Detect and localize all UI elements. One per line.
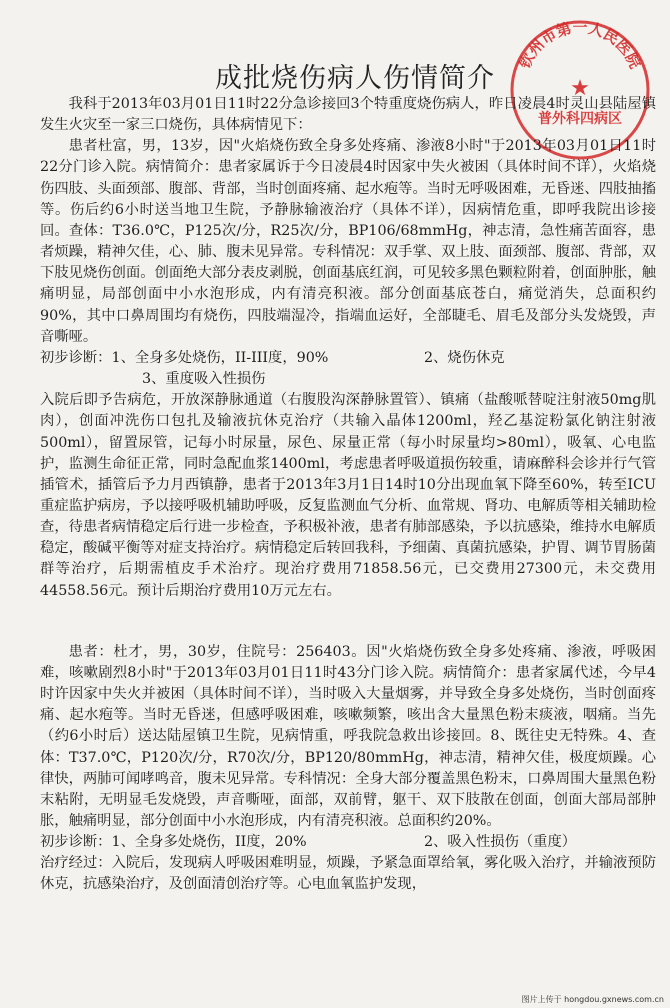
patient1-treatment: 入院后即予告病危，开放深静脉通道（右腹股沟深静脉置管）、镇痛（盐酸哌替啶注射液50mg肌肉），创面冲洗伤口包扎及输液抗休克治疗（共输入晶体1200ml，羟乙基淀粉氯化钠注射液500ml），留置尿管，记每小时尿量，尿色、尿量正常（每小时尿量均>80ml），吸氧、心电监护，监测生命征正常，同时急配血浆1400ml，考虑患者呼吸道损伤较重，请麻醉科会诊并行气管插管术，插管后予力月西镇静，患者于2013年3月1日14时10分出现血氧下降至60%，转至ICU重症监护病房，予以接呼吸机辅助呼吸，反复监测血气分析、血常规、肾功、电解质等相关辅助检查，待患者病情稳定后行进一步检查，予积极补液，患者有肺部感染，予以抗感染，维持水电解质稳定，酸碱平衡等对症支持治疗。病情稳定后转回我科，予细菌、真菌抗感染，护胃、调节胃肠菌群等治疗，后期需植皮手术治疗。现治疗费用71858.56元，已交费用27300元，未交费用44558.56元。预计后期治疗费用10万元左右。: [40, 392, 656, 599]
footer-watermark: 图片上传于 hongdou.gxnews.com.cn: [521, 995, 664, 1004]
patient2-summary: 患者：杜才，男，30岁，住院号：256403。因"火焰烧伤致全身多处疼痛、渗液，呼吸困难，咳嗽剧烈8小时"于2013年03月01日11时43分门诊入院。病情简介：患者家属代述，今早4时许因家中失火并被困（具体时间不详），当时吸入大量烟雾，并导致全身多处烧伤，当时创面疼痛、起水疱等。当时无昏迷，但感呼吸困难，咳嗽频繁，咳出含大量黑色粉末痰液，咽痛。当先（约6小时后）送达陆屋镇卫生院，见病情重，呼我院急救出诊接回。8、既往史无特殊。4、查体：T37.0℃，P120次/分，R70次/分，BP120/80mmHg，神志清，精神欠佳，极度烦躁。心律快，两肺可闻哮鸣音，腹未见异常。专科情况：全身大部分覆盖黑色粉末，口鼻周围大量黑色粉末粘附，无明显毛发烧毁，声音嘶哑，面部，双前臂，躯干、双下肢散在创面，创面大部局部肿胀，触痛明显，部分创面中小水泡形成，内有清亮积液。总面积约20%。: [40, 643, 656, 829]
patient1-diagnosis-2: 2、烧伤休克: [424, 349, 505, 366]
patient2-diagnosis-1: 1、全身多处烧伤，II度，20%: [111, 834, 307, 851]
patient2-diagnosis-label: 初步诊断：: [40, 834, 112, 851]
document-title: 成批烧伤病人伤情简介: [215, 63, 495, 94]
intro-paragraph: 我科于2013年03月01日11时22分急诊接回3个特重度烧伤病人，昨日凌晨4时灵山县陆屋镇发生火灾至一家三口烧伤，具体病情见下：: [40, 96, 656, 134]
svg-text:钦州市第一人民医院: [516, 19, 645, 72]
patient2-diagnosis-row: [40, 832, 656, 853]
patient1-diagnosis-row: [40, 348, 656, 369]
patient1-diagnosis-3: 3、重度吸入性损伤: [142, 371, 266, 388]
stamp-department: 普外科四病区: [538, 111, 622, 127]
patient2-diagnosis-2: 2、吸入性损伤（重度）: [424, 834, 577, 851]
patient1-diagnosis-1: 1、全身多处烧伤，II-III度，90%: [111, 349, 329, 366]
document-body: [40, 94, 656, 896]
patient1-diagnosis-label: 初步诊断：: [40, 349, 112, 366]
patient2-treatment: 治疗经过：入院后，发现病人呼吸困难明显，烦躁，予紧急面罩给氧，雾化吸入治疗，并输液预防休克，抗感染治疗，及创面清创治疗等。心电血氧监护发现，: [40, 855, 656, 893]
patient1-summary: 患者杜富，男，13岁，因"火焰烧伤致全身多处疼痛、渗液8小时"于2013年03月01日11时22分门诊入院。病情简介：患者家属诉于今日凌晨4时因家中失火被困（具体时间不详），火焰烧伤四肢、头面颈部、腹部、背部，当时创面疼痛、起水疱等。当时无呼吸困难，无昏迷、四肢抽搐等。伤后约6小时送当地卫生院，予静脉输液治疗（具体不详），因病情危重，即呼我院出诊接回。查体：T36.0℃，P125次/分，R25次/分，BP106/68mmHg，神志清，急性痛苦面容，患者烦躁，精神欠佳，心、肺、腹未见异常。专科情况：双手掌、双上肢、面颈部、腹部、背部，双下肢见烧伤创面。创面绝大部分表皮剥脱，创面基底红润，可见较多黑色颗粒附着，创面肿胀，触痛明显，局部创面中小水泡形成，内有清亮积液。部分创面基底苍白，痛觉消失，总面积约90%，其中口鼻周围均有烧伤，四肢端湿冷，指端血运好，全部睫毛、眉毛及部分头发烧毁，声音嘶哑。: [40, 138, 656, 345]
stamp-hospital-name: 钦州市第一人民医院: [515, 18, 645, 72]
svg-text:★: ★: [570, 76, 590, 101]
